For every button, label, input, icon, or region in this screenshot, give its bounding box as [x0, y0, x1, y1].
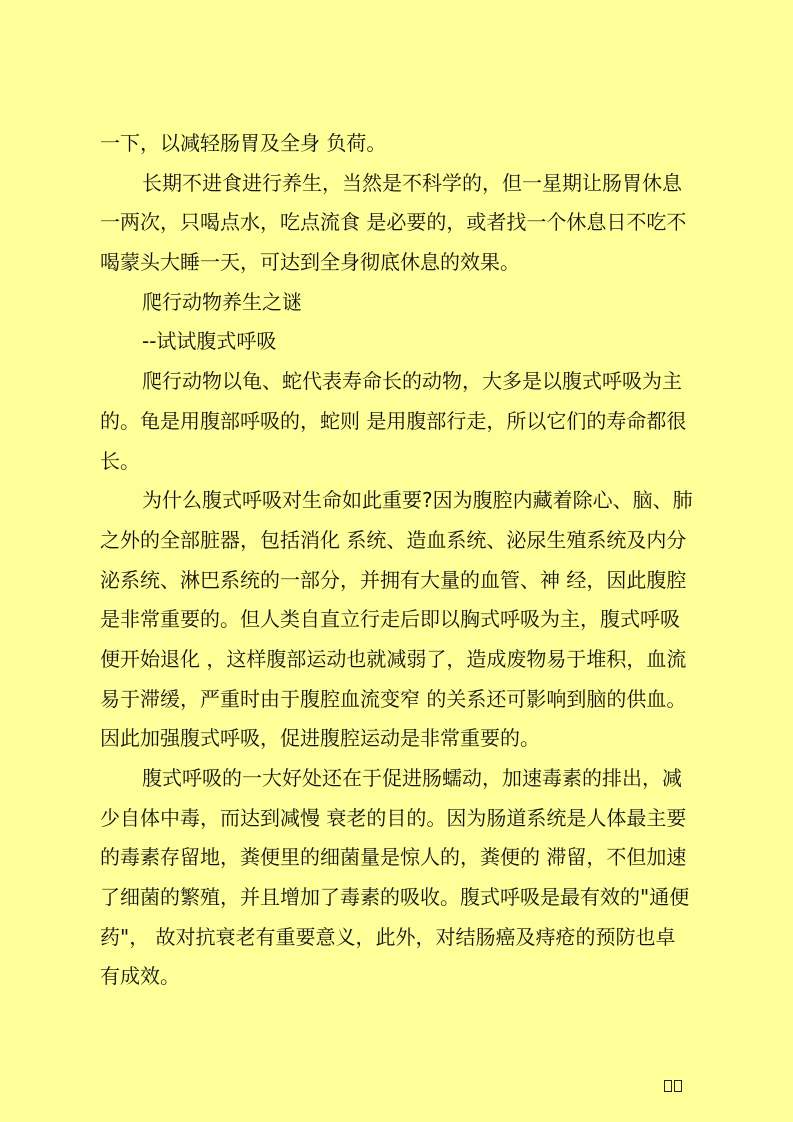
- text-line: 爬行动物以龟、蛇代表寿命长的动物，大多是以腹式呼吸为主: [142, 369, 682, 394]
- text-line: 一下，以减轻肠胃及全身 负荷。: [100, 131, 387, 155]
- missing-glyph-box: [674, 1080, 682, 1092]
- text-line: 了细菌的繁殖，并且增加了毒素的吸收。腹式呼吸是最有效的"通便: [100, 885, 690, 910]
- text-line: 腹式呼吸的一大好处还在于促进肠蠕动，加速毒素的排出，减: [142, 766, 682, 790]
- text-line: 便开始退化 ，这样腹部运动也就减弱了，造成废物易于堆积，血流: [100, 646, 687, 671]
- text-line: 易于滞缓，严重时由于腹腔血流变窄 的关系还可影响到脑的供血。: [100, 686, 687, 711]
- text-line: 长。: [100, 448, 140, 473]
- text-line: 喝蒙头大睡一天，可达到全身彻底休息的效果。: [100, 250, 520, 275]
- text-line: 为什么腹式呼吸对生命如此重要?因为腹腔内藏着除心、脑、肺: [142, 488, 693, 513]
- text-line: 有成效。: [100, 964, 180, 989]
- page-number-placeholder: [664, 1080, 684, 1094]
- text-line: 的。龟是用腹部呼吸的，蛇则 是用腹部行走，所以它们的寿命都很: [100, 408, 687, 433]
- document-body: [100, 124, 726, 997]
- text-line: 一两次，只喝点水，吃点流食 是必要的，或者找一个休息日不吃不: [100, 210, 687, 235]
- text-line: 的毒素存留地，粪便里的细菌量是惊人的，粪便的 滞留，不但加速: [100, 845, 687, 870]
- section-subheading: --试试腹式呼吸: [142, 329, 277, 354]
- section-heading: 爬行动物养生之谜: [142, 289, 302, 314]
- text-line: 是非常重要的。但人类自直立行走后即以胸式呼吸为主，腹式呼吸: [100, 607, 680, 632]
- text-line: 少自体中毒，而达到减慢 衰老的目的。因为肠道系统是人体最主要: [100, 805, 687, 830]
- missing-glyph-box: [664, 1080, 672, 1092]
- text-line: 长期不进食进行养生，当然是不科学的，但一星期让肠胃休息: [142, 170, 682, 195]
- text-line: 之外的全部脏器，包括消化 系统、造血系统、泌尿生殖系统及内分: [100, 527, 687, 552]
- text-line: 因此加强腹式呼吸，促进腹腔运动是非常重要的。: [100, 726, 540, 751]
- text-line: 药"， 故对抗衰老有重要意义，此外，对结肠癌及痔疮的预防也卓: [100, 924, 676, 949]
- text-line: 泌系统、淋巴系统的一部分，并拥有大量的血管、神 经，因此腹腔: [100, 567, 687, 592]
